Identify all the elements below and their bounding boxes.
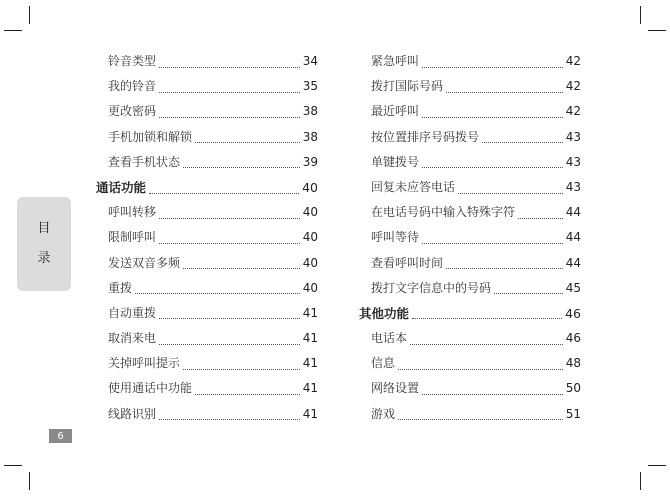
toc-entry[interactable]: [96, 52, 318, 77]
toc-entry-page: 46: [565, 305, 581, 321]
toc-entry[interactable]: [96, 254, 318, 279]
toc-entry-page: 40: [302, 230, 318, 245]
toc-entry-title: 铃音类型: [108, 54, 157, 68]
toc-entry-title: 紧急呼叫: [371, 54, 420, 68]
toc-entry-title: 查看呼叫时间: [371, 255, 444, 270]
dot-leader: [159, 66, 300, 68]
toc-entry-page: 41: [302, 305, 318, 320]
toc-entry[interactable]: [359, 279, 581, 304]
toc-entry-page: 41: [302, 381, 318, 396]
toc-entry-page: 38: [302, 104, 318, 119]
toc-entry-title: 最近呼叫: [371, 104, 420, 119]
toc-entry-page: 40: [302, 179, 318, 195]
page-number: 6: [49, 429, 72, 443]
toc-entry-title: 自动重拨: [108, 305, 157, 320]
toc-entry-page: 44: [565, 255, 581, 270]
chapter-tab: [17, 197, 71, 291]
toc-entry[interactable]: [359, 329, 581, 354]
toc-entry-page: 44: [565, 230, 581, 245]
dot-leader: [195, 141, 300, 143]
toc-entry-page: 43: [565, 129, 581, 144]
dot-leader: [422, 166, 563, 168]
toc-entry-title: 使用通话中功能: [108, 381, 193, 396]
toc-entry-title: 更改密码: [108, 104, 157, 119]
toc-entry-title: 网络设置: [371, 381, 420, 396]
dot-leader: [422, 242, 563, 244]
toc-entry[interactable]: [359, 178, 581, 203]
dot-leader: [149, 192, 299, 194]
dot-leader: [159, 217, 300, 219]
dot-leader: [135, 292, 300, 294]
toc-entry-title: 单键拨号: [371, 154, 420, 169]
toc-entry-page: 41: [302, 406, 318, 421]
toc-entry-title: 重拨: [108, 280, 133, 295]
toc-entry[interactable]: [96, 405, 318, 430]
dot-leader: [159, 418, 300, 420]
toc-entry-title: 回复未应答电话: [371, 179, 456, 194]
toc-entry[interactable]: [359, 77, 581, 102]
toc-entry[interactable]: [359, 405, 581, 430]
dot-leader: [458, 192, 563, 194]
dot-leader: [398, 418, 563, 420]
dot-leader: [518, 217, 563, 219]
toc-entry[interactable]: [96, 77, 318, 102]
crop-mark: [4, 465, 22, 466]
toc-entry-page: 51: [565, 406, 581, 421]
dot-leader: [159, 343, 300, 345]
toc-entry[interactable]: [96, 304, 318, 329]
toc-entry-page: 42: [565, 104, 581, 119]
toc-column-right: [359, 52, 581, 430]
dot-leader: [183, 368, 300, 370]
toc-entry-page: 46: [565, 331, 581, 346]
toc-entry-title: 取消来电: [108, 331, 157, 346]
toc-entry-page: 45: [565, 280, 581, 295]
toc-entry[interactable]: [359, 379, 581, 404]
dot-leader: [446, 267, 563, 269]
toc-entry-page: 41: [302, 331, 318, 346]
toc-entry-title: 按位置排序号码拨号: [371, 129, 480, 144]
toc-entry-page: 39: [302, 154, 318, 169]
crop-mark: [648, 30, 666, 31]
dot-leader: [410, 343, 563, 345]
toc-entry-page: 50: [565, 381, 581, 396]
toc-entry[interactable]: [359, 153, 581, 178]
toc-entry-page: 38: [302, 129, 318, 144]
dot-leader: [422, 66, 563, 68]
toc-entry[interactable]: [96, 379, 318, 404]
crop-mark: [29, 472, 30, 490]
toc-entry-title: 游戏: [371, 406, 396, 421]
crop-mark: [640, 6, 641, 24]
toc-entry[interactable]: [96, 329, 318, 354]
toc-entry-title: 信息: [371, 356, 396, 371]
dot-leader: [422, 116, 563, 118]
toc-entry-title: 限制呼叫: [108, 230, 157, 245]
toc-entry-page: 34: [302, 54, 318, 68]
toc-entry-title: 我的铃音: [108, 79, 157, 94]
toc-entry-title: 拨打国际号码: [371, 79, 444, 94]
toc-entry[interactable]: [96, 279, 318, 304]
toc-entry[interactable]: [359, 203, 581, 228]
crop-mark: [640, 472, 641, 490]
dot-leader: [446, 91, 563, 93]
toc-entry-page: 42: [565, 79, 581, 94]
toc-entry-page: 35: [302, 79, 318, 94]
toc-entry[interactable]: [96, 153, 318, 178]
toc-entry-title: 拨打文字信息中的号码: [371, 280, 492, 295]
toc-entry-page: 44: [565, 205, 581, 220]
toc-entry-title: 发送双音多频: [108, 255, 181, 270]
toc-entry[interactable]: [96, 354, 318, 379]
dot-leader: [494, 292, 563, 294]
toc-entry-page: 40: [302, 255, 318, 270]
toc-entry-page: 40: [302, 205, 318, 220]
toc-entry-title: 手机加锁和解锁: [108, 129, 193, 144]
dot-leader: [412, 317, 562, 319]
dot-leader: [183, 267, 300, 269]
dot-leader: [183, 166, 300, 168]
toc-entry-page: 43: [565, 179, 581, 194]
dot-leader: [159, 317, 300, 319]
toc-entry-title: 关掉呼叫提示: [108, 356, 181, 371]
toc-entry-page: 41: [302, 356, 318, 371]
toc-entry[interactable]: [359, 102, 581, 127]
toc-section[interactable]: [359, 304, 581, 329]
toc-entry-title: 在电话号码中输入特殊字符: [371, 205, 516, 220]
toc-entry-title: 通话功能: [96, 179, 147, 195]
toc-entry[interactable]: [96, 102, 318, 127]
crop-mark: [4, 30, 22, 31]
toc-entry-page: 43: [565, 154, 581, 169]
dot-leader: [159, 91, 300, 93]
toc-entry-title: 电话本: [371, 331, 408, 346]
toc-entry[interactable]: [359, 128, 581, 153]
chapter-tab-char: 录: [37, 251, 51, 266]
toc-column-left: [96, 52, 318, 430]
dot-leader: [422, 393, 563, 395]
toc-entry[interactable]: [96, 228, 318, 253]
toc-entry[interactable]: [96, 203, 318, 228]
crop-mark: [648, 465, 666, 466]
crop-mark: [29, 6, 30, 24]
toc-entry[interactable]: [359, 354, 581, 379]
toc-entry[interactable]: [359, 254, 581, 279]
toc-entry[interactable]: [359, 52, 581, 77]
dot-leader: [159, 242, 300, 244]
toc-entry[interactable]: [359, 228, 581, 253]
toc-entry-title: 查看手机状态: [108, 154, 181, 169]
toc-section[interactable]: [96, 178, 318, 203]
toc-entry-title: 线路识别: [108, 406, 157, 421]
toc-entry-page: 48: [565, 356, 581, 371]
dot-leader: [195, 393, 300, 395]
toc-entry-title: 呼叫等待: [371, 230, 420, 245]
chapter-tab-char: 目: [37, 221, 51, 236]
toc-entry[interactable]: [96, 128, 318, 153]
toc-entry-page: 40: [302, 280, 318, 295]
dot-leader: [398, 368, 563, 370]
toc-entry-title: 其他功能: [359, 305, 410, 321]
dot-leader: [159, 116, 300, 118]
dot-leader: [482, 141, 563, 143]
toc-entry-page: 42: [565, 54, 581, 68]
toc-entry-title: 呼叫转移: [108, 205, 157, 220]
